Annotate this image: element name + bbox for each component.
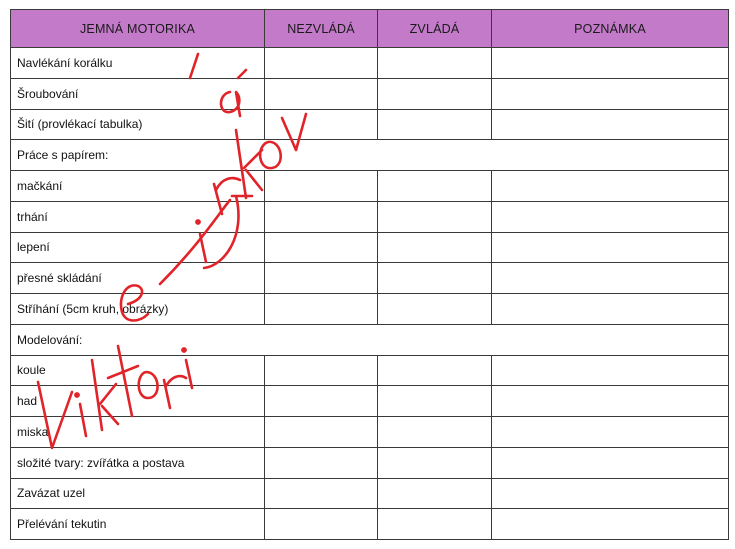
- cannot-cell[interactable]: [265, 386, 378, 417]
- section-heading: Modelování:: [11, 324, 729, 355]
- table-row: [11, 447, 729, 478]
- can-cell[interactable]: [378, 294, 492, 325]
- note-cell[interactable]: [492, 263, 729, 294]
- note-cell[interactable]: [492, 355, 729, 386]
- skill-label: Zavázat uzel: [11, 478, 265, 509]
- cannot-cell[interactable]: [265, 417, 378, 448]
- cannot-cell[interactable]: [265, 109, 378, 140]
- can-cell[interactable]: [378, 48, 492, 79]
- table-row: [11, 417, 729, 448]
- skill-label: trhání: [11, 201, 265, 232]
- note-cell[interactable]: [492, 478, 729, 509]
- skill-label: had: [11, 386, 265, 417]
- note-cell[interactable]: [492, 386, 729, 417]
- cannot-cell[interactable]: [265, 232, 378, 263]
- cannot-cell[interactable]: [265, 478, 378, 509]
- skill-label: Přelévání tekutin: [11, 509, 265, 540]
- cannot-cell[interactable]: [265, 263, 378, 294]
- section-heading-row: [11, 140, 729, 171]
- skill-label: Navlékání korálku: [11, 48, 265, 79]
- section-heading-row: [11, 324, 729, 355]
- can-cell[interactable]: [378, 509, 492, 540]
- header-skill: JEMNÁ MOTORIKA: [11, 10, 265, 48]
- can-cell[interactable]: [378, 355, 492, 386]
- can-cell[interactable]: [378, 478, 492, 509]
- header-can: ZVLÁDÁ: [378, 10, 492, 48]
- note-cell[interactable]: [492, 417, 729, 448]
- skill-label: přesné skládání: [11, 263, 265, 294]
- table-row: [11, 232, 729, 263]
- note-cell[interactable]: [492, 447, 729, 478]
- table-row: [11, 201, 729, 232]
- table-row: [11, 478, 729, 509]
- can-cell[interactable]: [378, 263, 492, 294]
- note-cell[interactable]: [492, 109, 729, 140]
- table-body: [11, 48, 729, 540]
- can-cell[interactable]: [378, 232, 492, 263]
- fine-motor-checklist-table: [10, 9, 729, 540]
- skill-label: složité tvary: zvířátka a postava: [11, 447, 265, 478]
- cannot-cell[interactable]: [265, 48, 378, 79]
- table-row: [11, 109, 729, 140]
- note-cell[interactable]: [492, 48, 729, 79]
- skill-label: lepení: [11, 232, 265, 263]
- can-cell[interactable]: [378, 386, 492, 417]
- header-row: [11, 10, 729, 48]
- cannot-cell[interactable]: [265, 294, 378, 325]
- table-row: [11, 294, 729, 325]
- skill-label: Stříhání (5cm kruh, obrázky): [11, 294, 265, 325]
- can-cell[interactable]: [378, 171, 492, 202]
- note-cell[interactable]: [492, 171, 729, 202]
- can-cell[interactable]: [378, 201, 492, 232]
- note-cell[interactable]: [492, 201, 729, 232]
- cannot-cell[interactable]: [265, 201, 378, 232]
- cannot-cell[interactable]: [265, 355, 378, 386]
- table-row: [11, 78, 729, 109]
- table-row: [11, 386, 729, 417]
- cannot-cell[interactable]: [265, 509, 378, 540]
- note-cell[interactable]: [492, 78, 729, 109]
- header-cannot: NEZVLÁDÁ: [265, 10, 378, 48]
- table-row: [11, 171, 729, 202]
- note-cell[interactable]: [492, 294, 729, 325]
- table-row: [11, 355, 729, 386]
- note-cell[interactable]: [492, 232, 729, 263]
- can-cell[interactable]: [378, 447, 492, 478]
- header-note: POZNÁMKA: [492, 10, 729, 48]
- can-cell[interactable]: [378, 78, 492, 109]
- skill-label: Šroubování: [11, 78, 265, 109]
- cannot-cell[interactable]: [265, 78, 378, 109]
- table-row: [11, 263, 729, 294]
- can-cell[interactable]: [378, 109, 492, 140]
- skill-label: miska: [11, 417, 265, 448]
- cannot-cell[interactable]: [265, 447, 378, 478]
- skill-label: Šití (provlékací tabulka): [11, 109, 265, 140]
- table-row: [11, 509, 729, 540]
- table-row: [11, 48, 729, 79]
- cannot-cell[interactable]: [265, 171, 378, 202]
- skill-label: mačkání: [11, 171, 265, 202]
- can-cell[interactable]: [378, 417, 492, 448]
- section-heading: Práce s papírem:: [11, 140, 729, 171]
- note-cell[interactable]: [492, 509, 729, 540]
- skill-label: koule: [11, 355, 265, 386]
